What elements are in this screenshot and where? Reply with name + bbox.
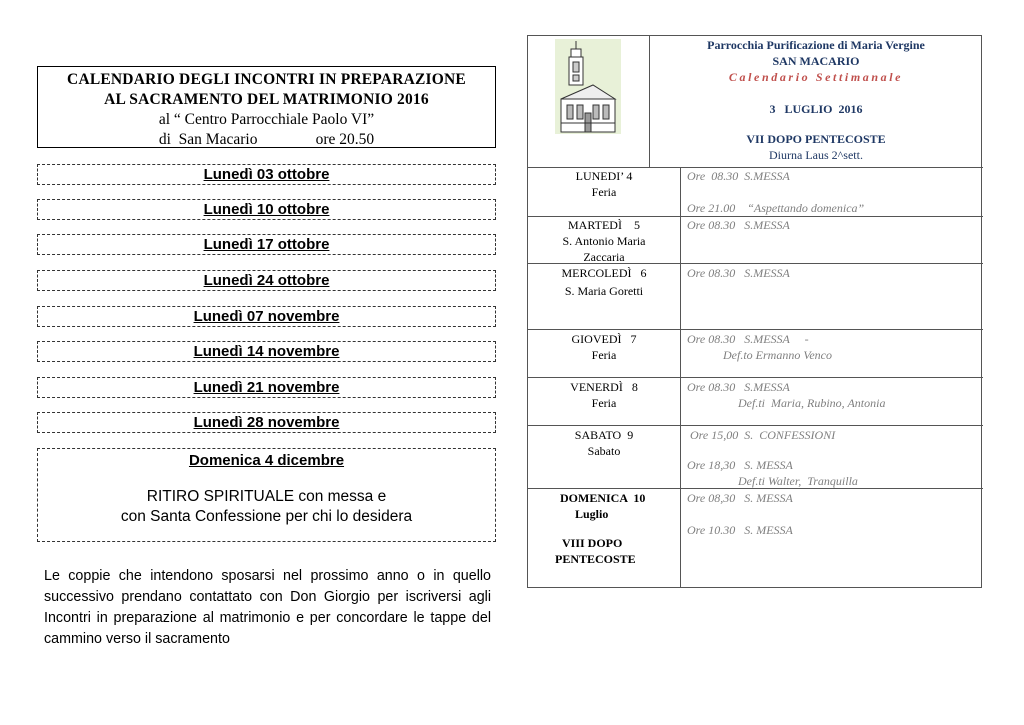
day-cell-tuesday: MARTEDÌ 5 S. Antonio Maria Zaccaria — [562, 218, 646, 264]
town-name: SAN MACARIO — [772, 54, 860, 68]
event-sunday-1: Ore 08,30 S. MESSA — [687, 491, 793, 505]
meeting-date-1: Lunedì 03 ottobre — [37, 164, 496, 185]
event-thursday-1: Ore 08.30 S.MESSA - — [687, 332, 809, 346]
parish-name: Parrocchia Purificazione di Maria Vergine — [707, 38, 925, 52]
meeting-date-6: Lunedì 14 novembre — [37, 341, 496, 362]
retreat-line-2: con Santa Confessione per chi lo desidera — [120, 508, 413, 525]
retreat-box — [37, 448, 496, 542]
calendar-subtitle: Calendario Settimanale — [728, 70, 904, 84]
event-friday-1: Ore 08.30 S.MESSA — [687, 380, 790, 394]
event-sunday-2: Ore 10.30 S. MESSA — [687, 523, 793, 537]
weekly-calendar-table — [527, 35, 982, 588]
title-box — [37, 66, 496, 148]
meeting-date-2: Lunedì 10 ottobre — [37, 199, 496, 220]
day-cell-sunday: DOMENICA 10 Luglio VIII DOPO PENTECOSTE — [555, 491, 646, 566]
meeting-date-4: Lunedì 24 ottobre — [37, 270, 496, 291]
calendar-date: 3 LUGLIO 2016 — [769, 102, 863, 116]
meeting-date-3: Lunedì 17 ottobre — [37, 234, 496, 255]
event-saturday-1: Ore 15,00 S. CONFESSIONI — [687, 428, 836, 442]
liturgical-sunday: VII DOPO PENTECOSTE — [746, 132, 886, 146]
event-monday-2: Ore 21.00 “Aspettando domenica” — [687, 201, 865, 215]
day-cell-monday: LUNEDI’ 4 Feria — [575, 169, 633, 199]
title-line-2: AL SACRAMENTO DEL MATRIMONIO 2016 — [104, 91, 429, 108]
event-wednesday-1: Ore 08.30 S.MESSA — [687, 266, 790, 280]
day-cell-saturday: SABATO 9 Sabato — [574, 428, 634, 458]
event-friday-2: Def.ti Maria, Rubino, Antonia — [687, 396, 886, 410]
meeting-date-7: Lunedì 21 novembre — [37, 377, 496, 398]
meeting-date-8: Lunedì 28 novembre — [37, 412, 496, 433]
diurna-laus: Diurna Laus 2^sett. — [769, 148, 863, 162]
meeting-date-5: Lunedì 07 novembre — [37, 306, 496, 327]
day-cell-thursday: GIOVEDÌ 7 Feria — [571, 332, 637, 362]
event-saturday-2: Ore 18,30 S. MESSA — [687, 458, 793, 472]
day-cell-wednesday: MERCOLEDÌ 6 S. Maria Goretti — [561, 266, 647, 298]
title-line-3: al “ Centro Parrocchiale Paolo VI” — [158, 111, 375, 128]
title-line-1: CALENDARIO DEGLI INCONTRI IN PREPARAZIONE — [67, 71, 466, 88]
church-image — [555, 39, 621, 134]
calendar-header — [649, 36, 983, 163]
retreat-line-1: RITIRO SPIRITUALE con messa e — [146, 488, 387, 505]
event-thursday-2: Def.to Ermanno Venco — [687, 348, 832, 362]
event-tuesday-1: Ore 08.30 S.MESSA — [687, 218, 790, 232]
day-cell-friday: VENERDÌ 8 Feria — [570, 380, 638, 410]
event-monday-1: Ore 08.30 S.MESSA — [687, 169, 790, 183]
retreat-title: Domenica 4 dicembre — [188, 452, 345, 469]
title-line-4: di San Macario ore 20.50 — [158, 131, 375, 148]
info-note: Le coppie che intendono sposarsi nel prossimo anno o in quello successivo prendano contattato con Don Giorgio per iscriversi agli Incontri in preparazione al matrimonio e per concordare le tappe del cammino verso il sacramento — [44, 568, 491, 647]
event-saturday-3: Def.ti Walter, Tranquilla — [687, 474, 858, 488]
